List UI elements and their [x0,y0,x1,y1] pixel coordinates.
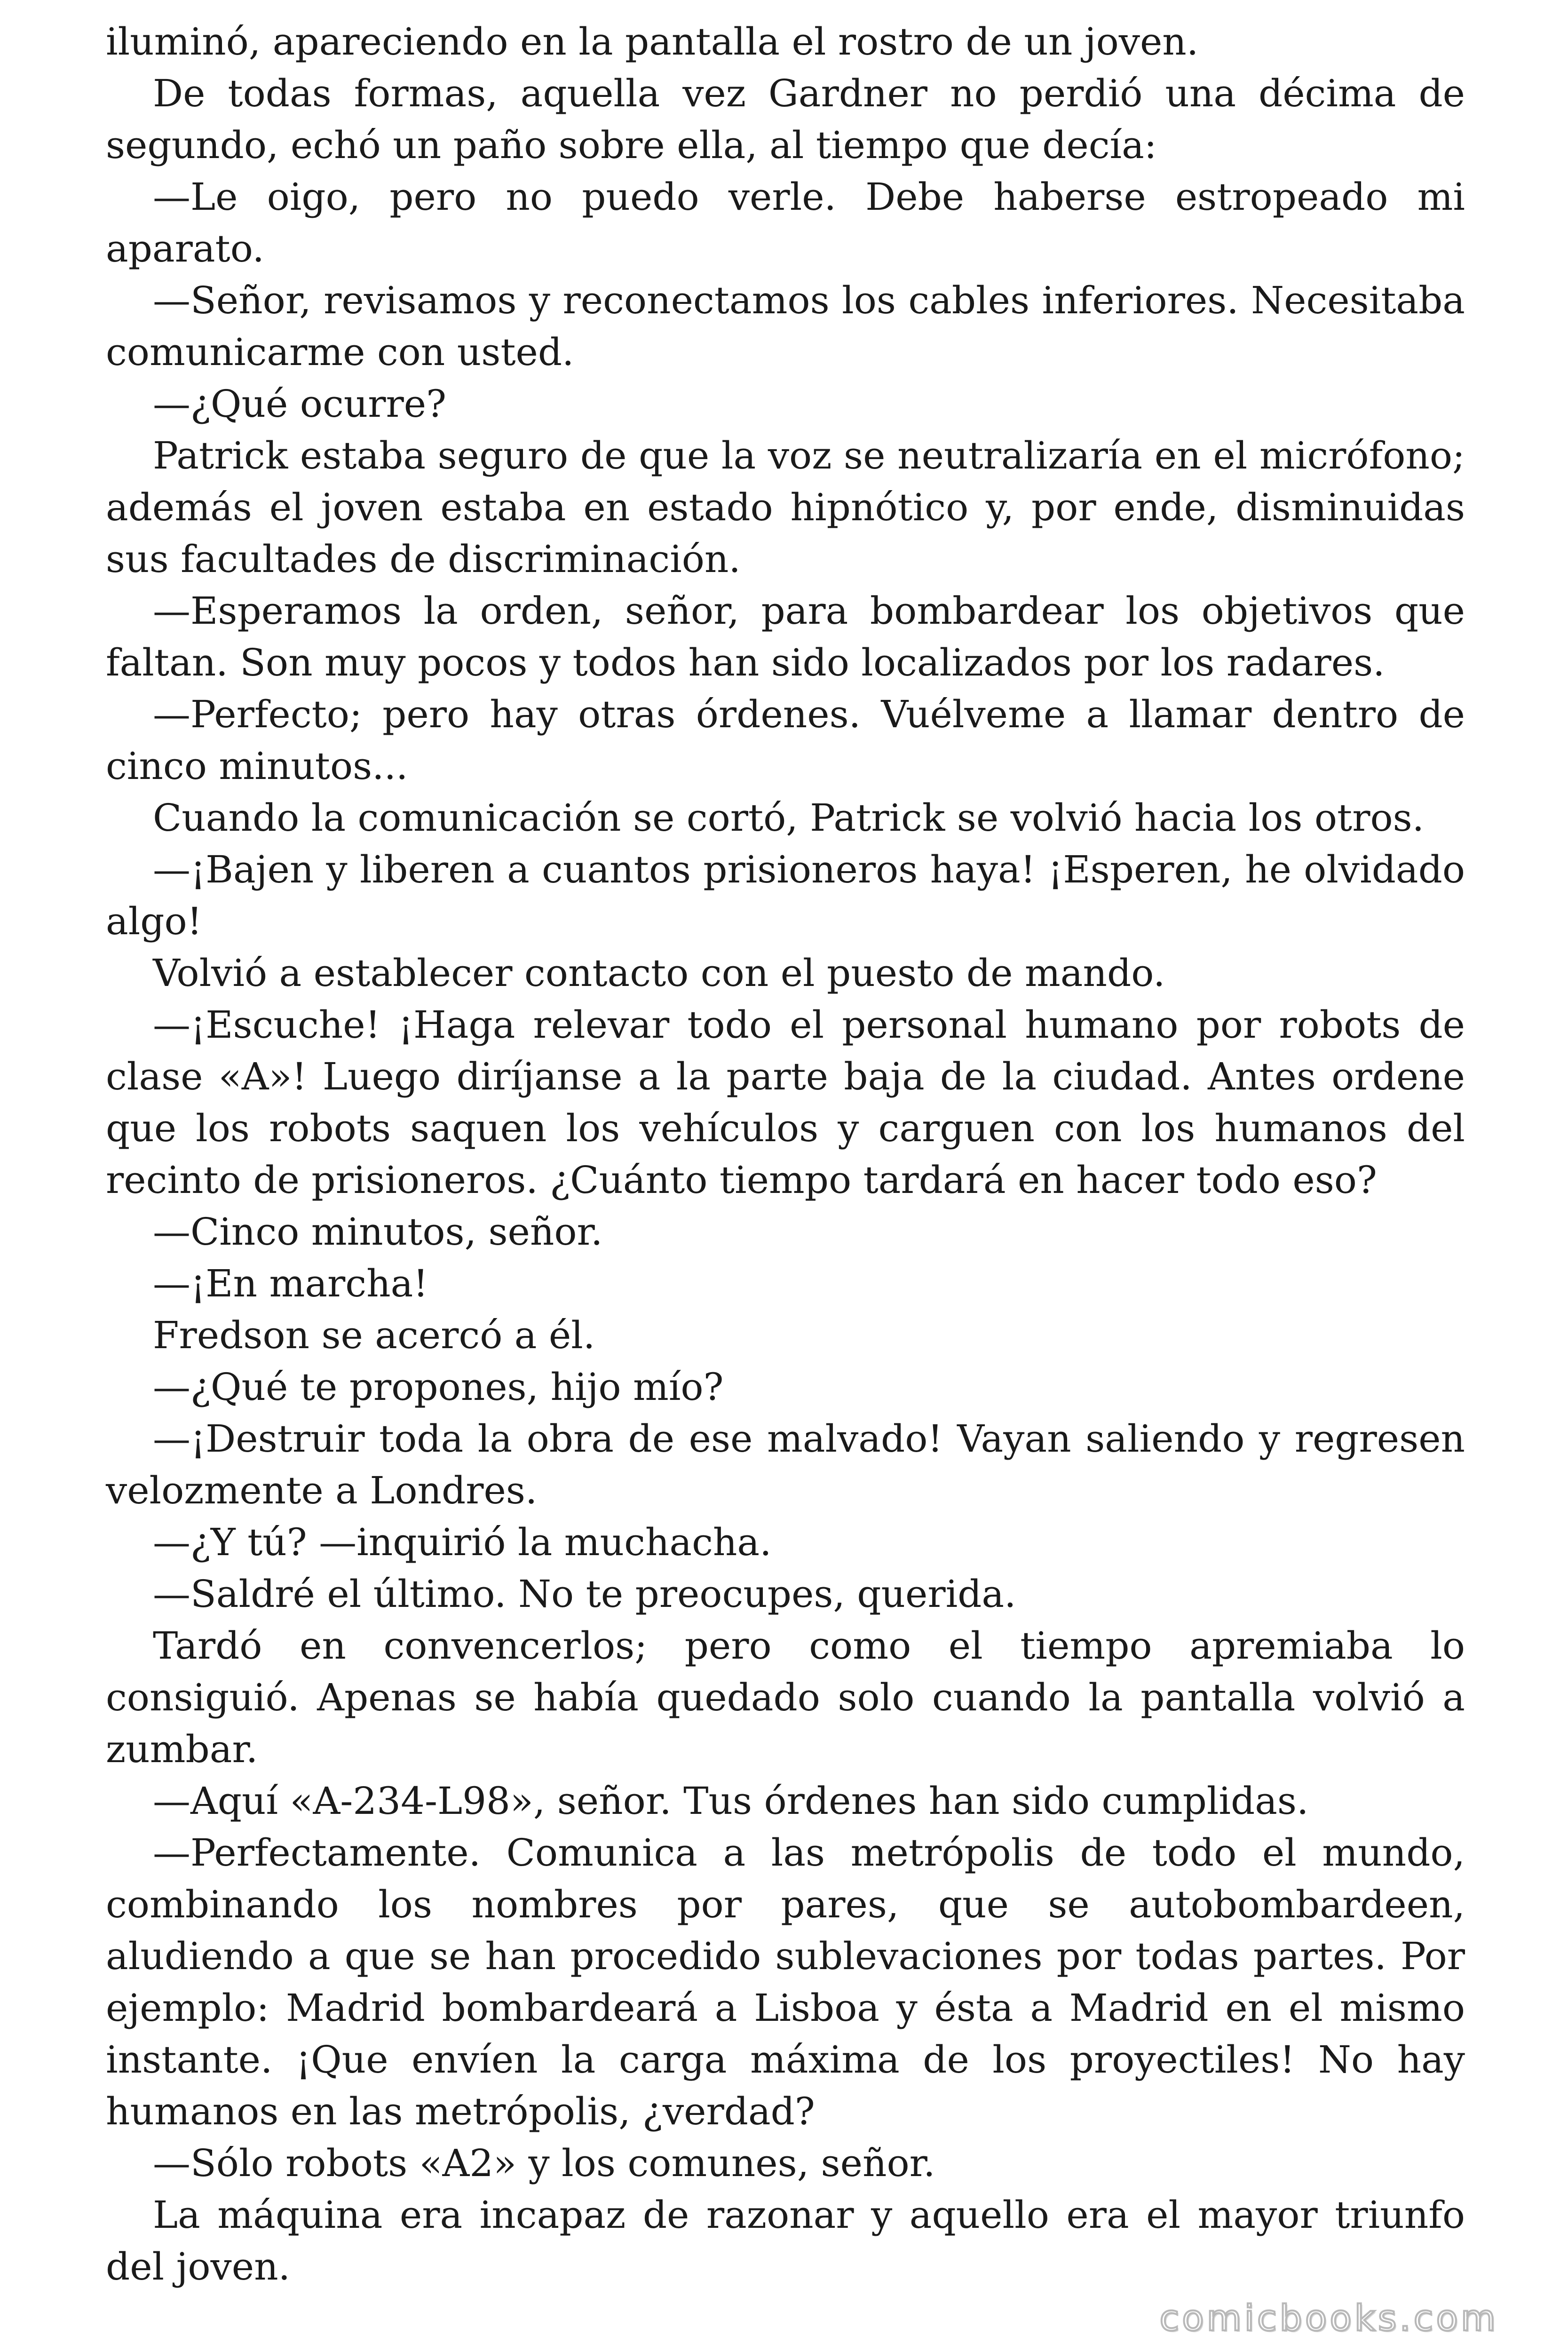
paragraph-7: —Esperamos la orden, señor, para bombardear los objetivos que faltan. Son muy pocos y todos han sido localizados por los radares. [106,589,1465,684]
paragraph-22: —Perfectamente. Comunica a las metrópolis de todo el mundo, combinando los nombres por pares, que se autobombardeen, aludiendo a que se han procedido sublevaciones por todas partes. Por ejemplo: Madrid bombardeará a Lisboa y ésta a Madrid en el mismo instante. ¡Que envíen la carga máxima de los proyectiles! No hay humanos en las metrópolis, ¿verdad? [106,1831,1465,2133]
paragraph-16: —¿Qué te propones, hijo mío? [153,1365,724,1409]
paragraph-17: —¡Destruir toda la obra de ese malvado! Vayan saliendo y regresen velozmente a Londres. [106,1417,1465,1512]
paragraph-2: De todas formas, aquella vez Gardner no perdió una décima de segundo, echó un paño sobre ella, al tiempo que decía: [106,72,1465,167]
paragraph-5: —¿Qué ocurre? [153,382,446,426]
document-page [106,16,1465,2293]
paragraph-15: Fredson se acercó a él. [153,1313,595,1357]
paragraph-8: —Perfecto; pero hay otras órdenes. Vuélveme a llamar dentro de cinco minutos... [106,692,1465,788]
paragraph-14: —¡En marcha! [153,1262,428,1305]
paragraph-9: Cuando la comunicación se cortó, Patrick se volvió hacia los otros. [153,796,1425,840]
paragraph-1: iluminó, apareciendo en la pantalla el rostro de un joven. [106,20,1199,64]
paragraph-13: —Cinco minutos, señor. [153,1210,603,1254]
watermark: comicbooks.com [1159,2297,1498,2339]
paragraph-21: —Aquí «A-234-L98», señor. Tus órdenes han sido cumplidas. [153,1779,1309,1823]
paragraph-20: Tardó en convencerlos; pero como el tiempo apremiaba lo consiguió. Apenas se había quedado solo cuando la pantalla volvió a zumbar. [106,1624,1465,1771]
paragraph-18: —¿Y tú? —inquirió la muchacha. [153,1520,772,1564]
paragraph-12: —¡Escuche! ¡Haga relevar todo el personal humano por robots de clase «A»! Luego diríjanse a la parte baja de la ciudad. Antes ordene que los robots saquen los vehículos y carguen con los humanos del recinto de prisioneros. ¿Cuánto tiempo tardará en hacer todo eso? [106,1003,1465,1202]
paragraph-11: Volvió a establecer contacto con el puesto de mando. [153,951,1165,995]
paragraph-23: —Sólo robots «A2» y los comunes, señor. [153,2141,935,2185]
paragraph-24: La máquina era incapaz de razonar y aquello era el mayor triunfo del joven. [106,2193,1465,2288]
paragraph-6: Patrick estaba seguro de que la voz se neutralizaría en el micrófono; además el joven estaba en estado hipnótico y, por ende, disminuidas sus facultades de discriminación. [106,434,1465,581]
paragraph-10: —¡Bajen y liberen a cuantos prisioneros haya! ¡Esperen, he olvidado algo! [106,848,1465,943]
paragraph-4: —Señor, revisamos y reconectamos los cables inferiores. Necesitaba comunicarme con usted. [106,278,1465,374]
paragraph-3: —Le oigo, pero no puedo verle. Debe haberse estropeado mi aparato. [106,175,1465,270]
paragraph-19: —Saldré el último. No te preocupes, querida. [153,1572,1016,1616]
